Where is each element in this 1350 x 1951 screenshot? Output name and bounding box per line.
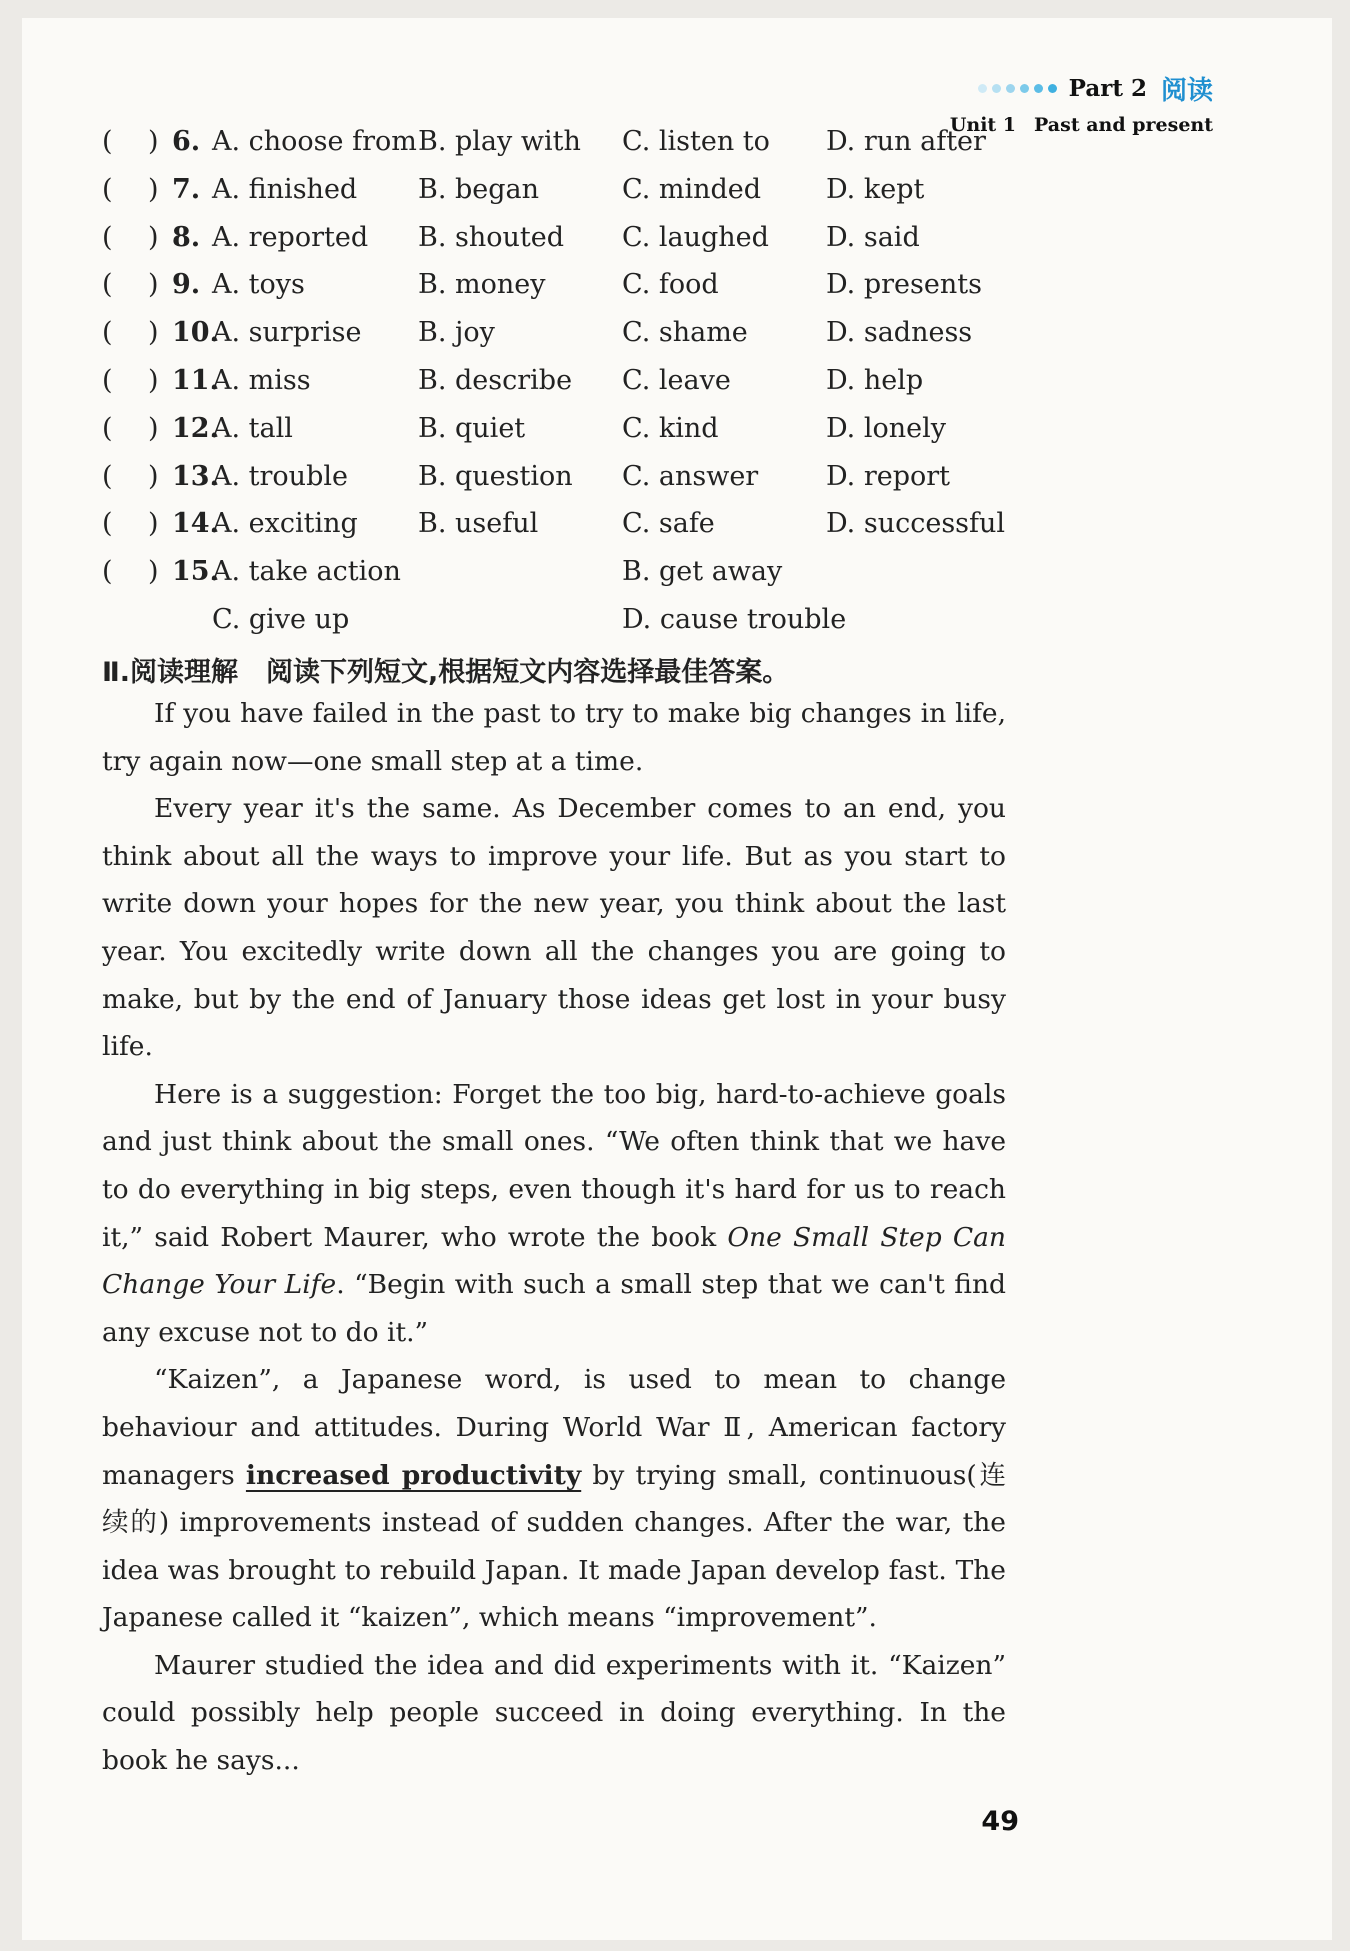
paragraph [102, 1071, 1006, 1357]
option-d: D. run after [826, 126, 986, 157]
answer-blank-open: ( [102, 508, 113, 540]
section-number: Ⅱ. [102, 657, 131, 688]
answer-blank-close: ) [148, 556, 159, 588]
dot-icon [1006, 84, 1015, 93]
answer-blank-open: ( [102, 412, 113, 444]
answer-blank-open: ( [102, 126, 113, 157]
option-d: D. report [826, 460, 951, 492]
option-b: B. money [418, 269, 546, 301]
answer-blank-open: ( [102, 365, 113, 396]
option-a: A. toys [212, 269, 305, 301]
option-d: D. cause trouble [622, 604, 847, 635]
paragraph [102, 1356, 1006, 1642]
question-row [22, 265, 1332, 305]
question-row [22, 457, 1332, 497]
option-c: C. kind [622, 412, 719, 444]
answer-blank-close: ) [148, 412, 159, 444]
option-a: A. tall [212, 412, 293, 444]
book-title: One Small Step Can Change Your Life [102, 1221, 1006, 1301]
question-row-continued [22, 600, 1332, 640]
answer-blank-open: ( [102, 317, 113, 349]
question-number: 15. [172, 556, 219, 588]
option-c: C. answer [622, 460, 759, 492]
unit-title: Past and present [1034, 114, 1213, 136]
option-c: C. leave [622, 365, 731, 396]
question-row [22, 313, 1332, 353]
dot-icon [1034, 84, 1043, 93]
question-number: 7. [172, 173, 201, 205]
option-c: C. give up [212, 604, 350, 635]
question-row [22, 122, 1332, 162]
option-c: C. shame [622, 317, 748, 349]
question-number: 12. [172, 412, 219, 444]
question-number: 11. [172, 365, 219, 396]
option-a: A. surprise [212, 317, 362, 349]
option-d: D. presents [826, 269, 982, 301]
question-number: 13. [172, 460, 219, 492]
option-d: D. help [826, 365, 924, 396]
question-number: 6. [172, 126, 201, 157]
option-a: A. reported [212, 221, 369, 253]
option-a: A. trouble [212, 460, 348, 492]
highlighted-phrase: increased productivity [245, 1459, 582, 1491]
option-c: C. laughed [622, 221, 769, 253]
part-label: Part 2 [1068, 74, 1147, 102]
decorative-dots [978, 84, 1057, 93]
dot-icon [1020, 84, 1029, 93]
option-c: C. food [622, 269, 719, 301]
page-number: 49 [981, 1806, 1019, 1837]
option-b: B. play with [418, 126, 581, 157]
dot-icon [992, 84, 1001, 93]
answer-blank-close: ) [148, 365, 159, 396]
option-b: B. question [418, 460, 573, 492]
question-row [22, 504, 1332, 544]
option-c: C. minded [622, 173, 762, 205]
option-d: D. successful [826, 508, 1006, 540]
option-c: C. safe [622, 508, 715, 540]
option-d: D. said [826, 221, 920, 253]
option-d: D. kept [826, 173, 925, 205]
unit-label: Unit 1 [949, 114, 1017, 136]
paragraph: Every year it's the same. As December comes to an end, you think about all the ways to improve your life. But as you start to write down your hopes for the new year, you think about the last year. You excitedly write down all the changes you are going to make, but by the end of January those ideas get lost in your busy life. [102, 793, 1006, 1063]
option-b: B. get away [622, 556, 783, 588]
option-d: D. sadness [826, 317, 973, 349]
paragraph-text: Here is a suggestion: Forget the too big, hard-to-achieve goals and just think about the small ones. “We often think that we have to do everything in big steps, even though it's hard for us to reach it,” said Robert Maurer, who wrote the book [102, 1078, 1006, 1253]
answer-blank-close: ) [148, 221, 159, 253]
section-label: 阅读 [1160, 75, 1213, 106]
option-b: B. joy [418, 317, 495, 349]
option-b: B. began [418, 173, 540, 205]
paragraph-text: . “Begin with such a small step that we can't find any excuse not to do it.” [102, 1269, 1006, 1348]
reading-passage [102, 690, 1006, 1785]
answer-blank-close: ) [148, 317, 159, 349]
paragraph-text: by trying small, continuous(连续的) improvements instead of sudden changes. After the war, the idea was brought to rebuild Japan. It made Japan develop fast. The Japanese called it “kaizen”, which means “improvement”. [102, 1459, 1007, 1634]
paragraph: If you have failed in the past to try to make big changes in life, try again now—one small step at a time. [102, 698, 1006, 777]
answer-blank-open: ( [102, 556, 113, 588]
option-a: A. miss [212, 365, 311, 396]
option-b: B. useful [418, 508, 539, 540]
answer-blank-open: ( [102, 269, 113, 301]
question-row [22, 218, 1332, 258]
paragraph: Maurer studied the idea and did experiments with it. “Kaizen” could possibly help people succeed in doing everything. In the book he says... [102, 1649, 1006, 1777]
question-row [22, 361, 1332, 401]
option-a: A. take action [212, 556, 401, 588]
option-a: A. choose from [212, 126, 417, 157]
question-number: 10. [172, 317, 219, 349]
answer-blank-open: ( [102, 221, 113, 253]
question-number: 14. [172, 508, 219, 540]
dot-icon [978, 84, 987, 93]
section-instruction: 阅读下列短文,根据短文内容选择最佳答案。 [266, 657, 790, 688]
option-d: D. lonely [826, 412, 946, 444]
option-b: B. describe [418, 365, 573, 396]
answer-blank-close: ) [148, 126, 159, 157]
answer-blank-close: ) [148, 269, 159, 301]
option-b: B. quiet [418, 412, 526, 444]
question-number: 9. [172, 269, 201, 301]
question-row [22, 552, 1332, 592]
option-b: B. shouted [418, 221, 565, 253]
option-a: A. finished [212, 173, 358, 205]
answer-blank-close: ) [148, 508, 159, 540]
answer-blank-open: ( [102, 173, 113, 205]
option-a: A. exciting [212, 508, 358, 540]
question-row [22, 170, 1332, 210]
paragraph-text: “Kaizen”, a Japanese word, is used to mean to change behaviour and attitudes. During World War Ⅱ, American factory managers [102, 1364, 1006, 1491]
answer-blank-open: ( [102, 460, 113, 492]
section-title: 阅读理解 [130, 657, 239, 688]
question-row [22, 409, 1332, 449]
section-heading [102, 650, 789, 689]
answer-blank-close: ) [148, 460, 159, 492]
dot-icon [1048, 84, 1057, 93]
workbook-page [22, 18, 1332, 1940]
answer-blank-close: ) [148, 173, 159, 205]
option-c: C. listen to [622, 126, 770, 157]
question-number: 8. [172, 221, 201, 253]
